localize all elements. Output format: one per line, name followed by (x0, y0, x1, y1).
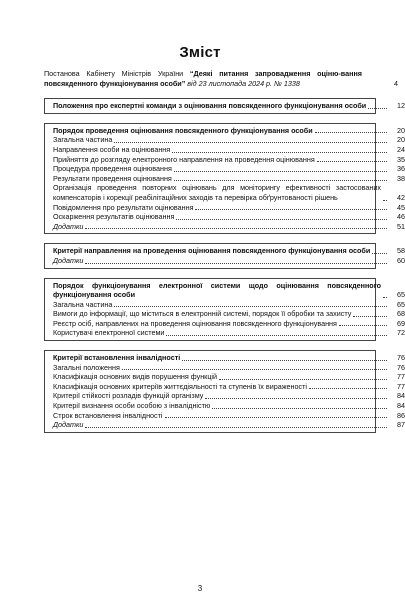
toc-section (44, 98, 405, 114)
dot-leader (383, 200, 387, 201)
dot-leader (372, 253, 387, 254)
toc-entry-text: Положення про експертні команди з оцінювання повсякденного функціонування особи (53, 101, 367, 111)
dot-leader (85, 228, 387, 229)
dot-leader (174, 171, 387, 172)
toc-section (44, 123, 405, 235)
toc-entry-text: Строк встановлення інвалідності (53, 410, 163, 420)
dot-leader (172, 152, 387, 153)
toc-entry-text: Додатки (53, 420, 84, 430)
toc-entry-page: 84 (397, 391, 405, 401)
toc-entry-text: Результати проведення оцінювання (53, 173, 172, 183)
toc-entry-page: 20 (397, 125, 405, 135)
toc-heading-entry[interactable] (53, 125, 405, 136)
toc-entry-text: Загальна частина (53, 135, 113, 145)
toc-preamble (44, 69, 398, 88)
toc-entry[interactable] (53, 410, 405, 421)
toc-entry[interactable] (53, 381, 405, 392)
toc-entry-page: 76 (397, 353, 405, 363)
toc-entry-page: 65 (397, 290, 405, 300)
toc-entry-page: 46 (397, 212, 405, 222)
dot-leader (339, 325, 387, 326)
toc-entry-page: 38 (397, 173, 405, 183)
preamble-italic: від 23 листопада 2024 р. № 1338 (185, 78, 300, 88)
toc-entry-page: 36 (397, 164, 405, 174)
toc-entry-page: 84 (397, 401, 405, 411)
toc-entry[interactable] (53, 183, 405, 202)
toc-heading-entry[interactable] (53, 246, 405, 256)
toc-entry[interactable] (53, 173, 405, 184)
toc-entry[interactable] (53, 309, 405, 319)
toc-entry-text: Критерії визнання особи особою з інвалідністю (53, 401, 211, 411)
toc-entry[interactable] (53, 221, 405, 232)
toc-entry-page: 60 (397, 255, 405, 265)
toc-entry-page: 58 (397, 246, 405, 256)
toc-heading-entry[interactable] (53, 101, 405, 111)
dot-leader (205, 398, 387, 399)
toc-entry-page: 65 (397, 299, 405, 309)
toc-entry-text: Додатки (53, 255, 84, 265)
dot-leader (368, 108, 387, 109)
toc-entry[interactable] (53, 164, 405, 174)
preamble-plain: Постанова Кабінету Міністрів України (44, 69, 190, 78)
toc-entry-page: 77 (397, 372, 405, 382)
toc-entry-text: Прийняття до розгляду електронного направлення на проведення оцінювання (53, 154, 315, 164)
toc-entry[interactable] (53, 212, 405, 222)
toc-section (44, 350, 405, 433)
toc-entry-text: Класифікація основних критеріїв життєдіяльності та ступенів їх вираженості (53, 381, 307, 391)
toc-entry-text: Критерії направлення на проведення оцінювання повсякденного функціонування особи (53, 246, 371, 256)
dot-leader (85, 427, 387, 428)
toc-entry[interactable] (53, 299, 405, 310)
toc-entry-page: 68 (397, 309, 405, 319)
toc-entry-text: Порядок проведення оцінювання повсякденного функціонування особи (53, 125, 313, 135)
preamble-bold: “Деякі питання запровадження оціню-вання повсякденного функціонування особи” (44, 69, 362, 88)
toc-entry[interactable] (53, 391, 405, 401)
page-number: 3 (197, 584, 203, 593)
toc-entry[interactable] (53, 135, 405, 145)
table-of-contents (44, 69, 405, 442)
toc-entry-text: Додатки (53, 221, 84, 231)
toc-entry-page: 45 (397, 202, 405, 212)
toc-entry[interactable] (53, 328, 405, 338)
toc-entry-text: Вимоги до інформації, що міститься в електронній системі, порядок її обробки та захисту (53, 309, 352, 319)
toc-heading-entry[interactable] (53, 280, 405, 300)
toc-entry-text: Класифікація основних видів порушення функцій (53, 372, 218, 382)
toc-entry-text: Загальна частина (53, 299, 113, 309)
toc-entry-page: 35 (397, 154, 405, 164)
page-title: Зміст (179, 44, 221, 61)
dot-leader (176, 219, 387, 220)
toc-section (44, 243, 405, 268)
toc-entry-text: Процедура проведення оцінювання (53, 164, 172, 174)
dot-leader (219, 379, 387, 380)
toc-entry-page: 20 (397, 135, 405, 145)
toc-entry-text: Організація проведення повторних оцінювань для моніторингу ефективності застосованих компенсаторів і корекції реабілітаційних заходів та перевірка обґрунтованості рішень (53, 183, 381, 202)
toc-heading-entry[interactable] (53, 353, 405, 363)
dot-leader (174, 180, 387, 181)
toc-entry[interactable] (53, 255, 405, 266)
dot-leader (165, 417, 387, 418)
toc-entry-page: 72 (397, 328, 405, 338)
dot-leader (195, 209, 387, 210)
toc-entry-text: Користувачі електронної системи (53, 328, 165, 338)
dot-leader (315, 132, 387, 133)
toc-entry-text: Реєстр осіб, направлених на проведення оцінювання повсякденного функціонування (53, 318, 337, 328)
toc-entry-text: Повідомлення про результати оцінювання (53, 202, 194, 212)
dot-leader (114, 306, 387, 307)
dot-leader (383, 297, 387, 298)
toc-entry[interactable] (53, 154, 405, 165)
toc-entry-text: Критерії встановлення інвалідності (53, 353, 181, 363)
toc-entry[interactable] (53, 401, 405, 411)
dot-leader (182, 360, 387, 361)
toc-section (44, 278, 405, 342)
toc-sections (44, 98, 405, 433)
toc-entry[interactable] (53, 144, 405, 155)
toc-entry-text: Критерії стійкості розладів функцій організму (53, 391, 204, 401)
toc-entry-page: 76 (397, 362, 405, 372)
dot-leader (85, 263, 387, 264)
toc-entry-text: Направлення особи на оцінювання (53, 144, 171, 154)
dot-leader (317, 161, 387, 162)
toc-entry[interactable] (53, 420, 405, 430)
toc-entry[interactable] (53, 318, 405, 329)
dot-leader (122, 369, 387, 370)
dot-leader (309, 388, 387, 389)
dot-leader (114, 142, 387, 143)
preamble-page: 4 (394, 78, 398, 88)
dot-leader (166, 335, 387, 336)
toc-entry-page: 12 (397, 101, 405, 111)
toc-entry-page: 24 (397, 144, 405, 154)
toc-entry-text: Оскарження результатів оцінювання (53, 212, 175, 222)
toc-entry-page: 42 (397, 192, 405, 202)
dot-leader (212, 408, 387, 409)
toc-entry-text: Порядок функціонування електронної системи щодо оцінювання повсякденного функціонування особи (53, 280, 381, 300)
toc-entry-page: 87 (397, 420, 405, 430)
preamble-text (44, 69, 362, 88)
toc-entry[interactable] (53, 372, 405, 382)
toc-entry[interactable] (53, 362, 405, 373)
toc-entry[interactable] (53, 202, 405, 213)
dot-leader (353, 316, 387, 317)
toc-entry-page: 86 (397, 410, 405, 420)
toc-entry-text: Загальні положення (53, 362, 120, 372)
toc-entry-page: 77 (397, 381, 405, 391)
toc-entry-page: 69 (397, 318, 405, 328)
toc-entry-page: 51 (397, 221, 405, 231)
